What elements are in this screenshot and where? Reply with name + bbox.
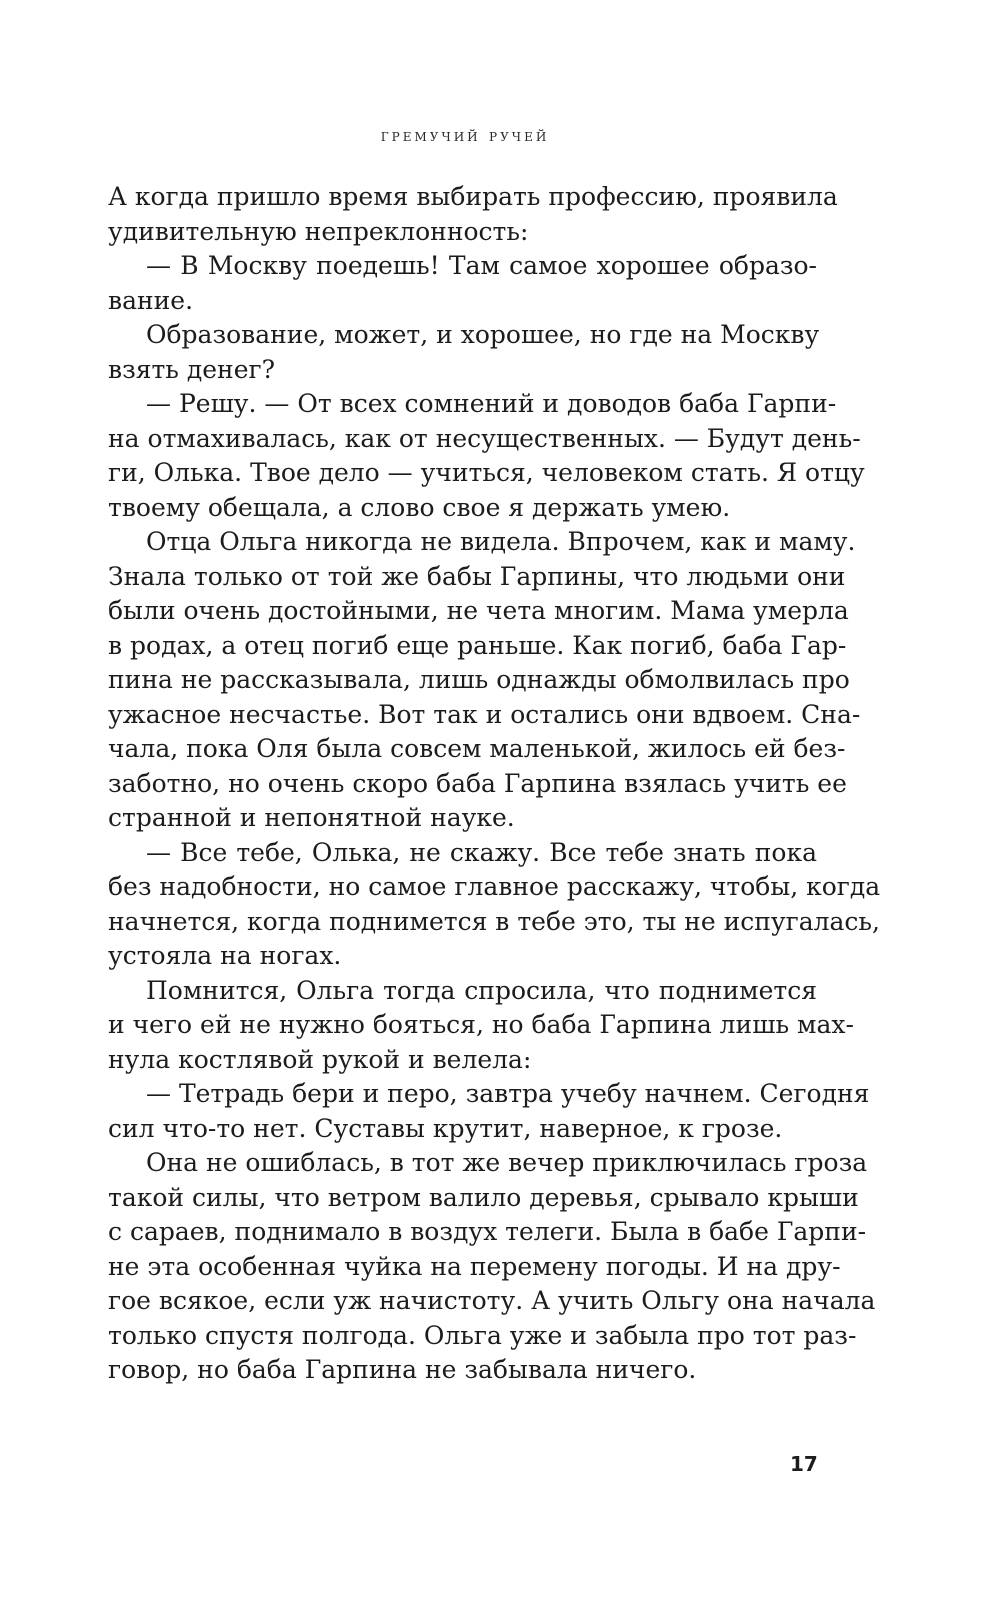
- text-line: твоему обещала, а слово свое я держать умею.: [108, 492, 731, 522]
- text-line: — Все тебе, Олька, не скажу. Все тебе знать пока: [146, 837, 817, 867]
- text-line: странной и непонятной науке.: [108, 803, 515, 832]
- text-line: вание.: [108, 285, 194, 315]
- text-line: устояла на ногах.: [108, 941, 342, 970]
- text-line: удивительную непреклонность:: [108, 216, 529, 246]
- text-line: и чего ей не нужно бояться, но баба Гарпина лишь мах-: [108, 1010, 854, 1039]
- body-text: [108, 180, 881, 1388]
- text-line: взять денег?: [108, 354, 276, 384]
- running-head: гремучий ручей: [380, 126, 550, 146]
- text-line: с сараев, поднимало в воздух телеги. Была в бабе Гарпи-: [108, 1217, 867, 1246]
- text-line: — Решу. — От всех сомнений и доводов баба Гарпи-: [146, 389, 837, 418]
- text-line: были очень достойными, не чета многим. Мама умерла: [108, 596, 849, 625]
- text-line: — В Москву поедешь! Там самое хорошее образо-: [146, 251, 817, 280]
- text-line: Она не ошиблась, в тот же вечер приключилась гроза: [146, 1148, 868, 1177]
- text-line: чала, пока Оля была совсем маленькой, жилось ей без-: [108, 734, 846, 763]
- text-line: без надобности, но самое главное расскажу, чтобы, когда: [108, 872, 881, 901]
- text-line: Помнится, Ольга тогда спросила, что поднимется: [146, 975, 817, 1005]
- text-line: ужасное несчастье. Вот так и остались они вдвоем. Сна-: [108, 699, 861, 729]
- text-line: гое всякое, если уж начистоту. А учить Ольгу она начала: [108, 1286, 876, 1315]
- text-line: начнется, когда поднимется в тебе это, ты не испугалась,: [108, 906, 880, 936]
- text-line: А когда пришло время выбирать профессию, проявила: [108, 182, 838, 211]
- text-line: заботно, но очень скоро баба Гарпина взялась учить ее: [108, 768, 847, 798]
- text-line: только спустя полгода. Ольга уже и забыла про тот раз-: [108, 1320, 857, 1350]
- text-line: Знала только от той же бабы Гарпины, что людьми они: [108, 561, 846, 591]
- text-line: такой силы, что ветром валило деревья, срывало крыши: [108, 1182, 859, 1212]
- text-line: в родах, а отец погиб еще раньше. Как погиб, баба Гар-: [108, 630, 847, 660]
- text-line: ги, Олька. Твое дело — учиться, человеком стать. Я отцу: [108, 458, 865, 487]
- text-line: говор, но баба Гарпина не забывала ничего.: [108, 1355, 697, 1384]
- text-line: Образование, может, и хорошее, но где на Москву: [146, 320, 820, 349]
- text-line: — Тетрадь бери и перо, завтра учебу начнем. Сегодня: [146, 1079, 870, 1108]
- text-line: сил что-то нет. Суставы крутит, наверное, к грозе.: [108, 1113, 783, 1143]
- page-number: 17: [790, 1452, 818, 1476]
- text-line: не эта особенная чуйка на перемену погоды. И на дру-: [108, 1251, 841, 1281]
- text-line: Отца Ольга никогда не видела. Впрочем, как и маму.: [146, 527, 856, 556]
- text-line: на отмахивалась, как от несущественных. — Будут день-: [108, 423, 861, 453]
- text-line: нула костлявой рукой и велела:: [108, 1044, 532, 1074]
- text-line: пина не рассказывала, лишь однажды обмолвилась про: [108, 665, 850, 694]
